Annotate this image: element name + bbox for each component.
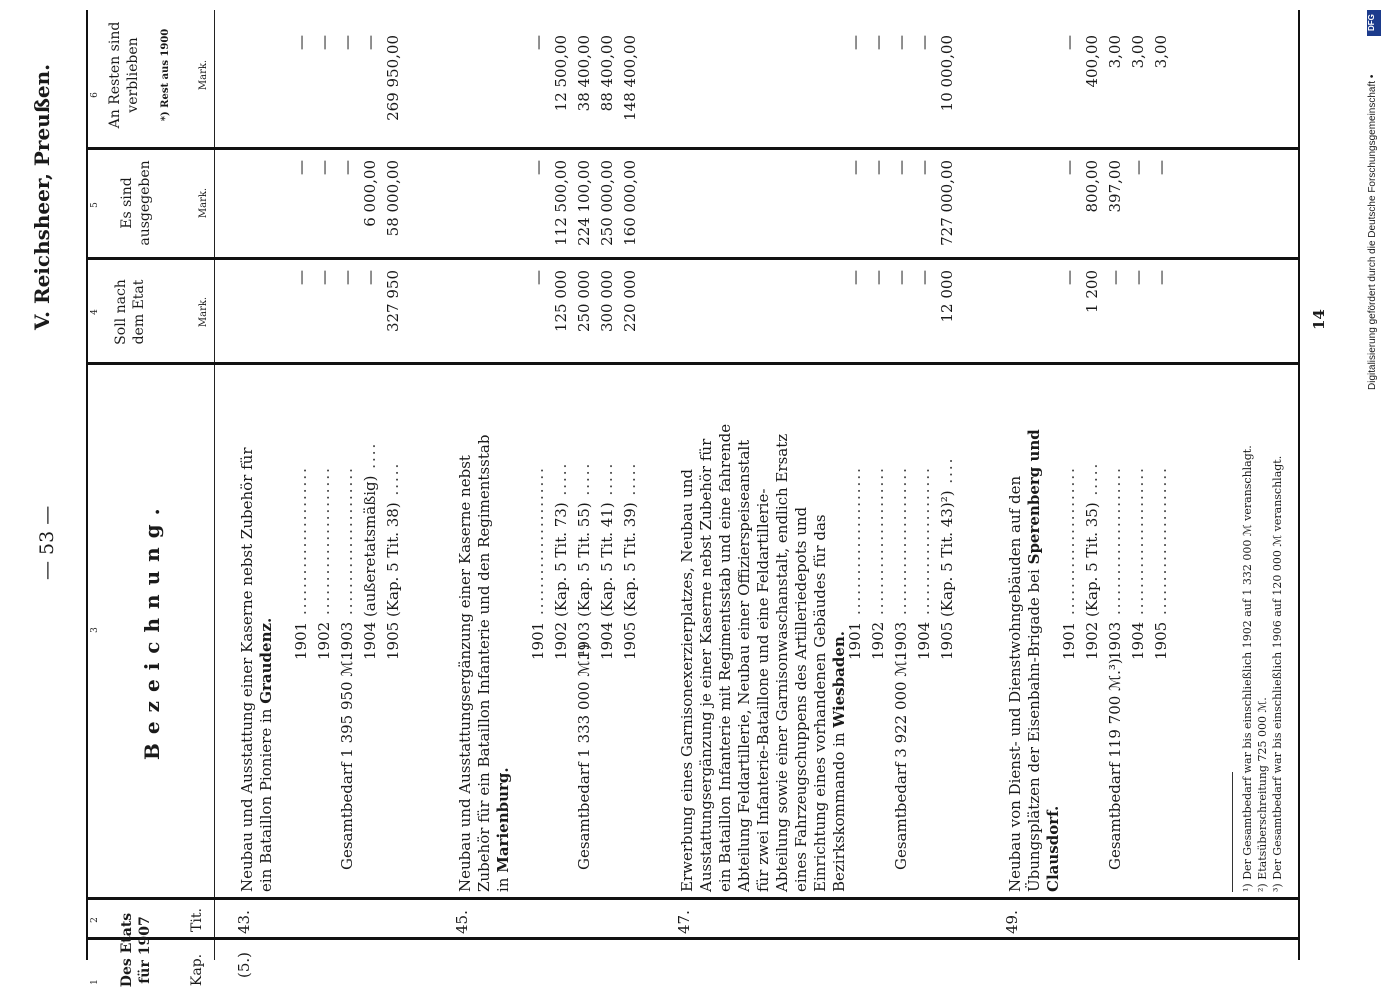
reste-value: 38 400,00 bbox=[575, 35, 593, 112]
year-row bbox=[315, 466, 333, 660]
year-label: 1901 bbox=[292, 621, 310, 660]
tit-number: 47. bbox=[675, 910, 693, 934]
leader-dots: .... bbox=[938, 456, 956, 491]
col-divider-3 bbox=[86, 362, 1300, 365]
year-row bbox=[621, 462, 639, 660]
leader-dots: ..... bbox=[598, 461, 616, 503]
reste-value: 3,00 bbox=[1106, 35, 1124, 69]
kap-value: (5.) bbox=[235, 951, 253, 978]
year-label: 1904 (Kap. 5 Tit. 41) bbox=[598, 502, 616, 660]
col4-header: Soll nach dem Etat bbox=[113, 279, 147, 345]
col6-unit: Mark. bbox=[198, 59, 209, 91]
tit-number: 45. bbox=[453, 910, 471, 934]
year-row bbox=[529, 466, 547, 660]
leader-dots: ...................... bbox=[892, 466, 910, 622]
leader-dots: ...................... bbox=[869, 466, 887, 622]
ausgegeben-value: 727 000,00 bbox=[938, 160, 956, 246]
leader-dots: ..... bbox=[575, 461, 593, 503]
entry-description: Neubau und Ausstattung einer Kaserne nebst Zubehör für ein Bataillon Pioniere in Graudenz. bbox=[238, 447, 275, 892]
soll-value: — bbox=[846, 270, 864, 285]
colnum-4: 4 bbox=[90, 309, 100, 315]
year-row bbox=[575, 462, 593, 660]
page-number: — 53 — bbox=[36, 505, 58, 580]
leader-dots: ...................... bbox=[846, 466, 864, 622]
reste-value: 3,00 bbox=[1129, 35, 1147, 69]
col1-2-header: Des Etats für 1907 bbox=[119, 912, 153, 988]
ausgegeben-value: — bbox=[915, 160, 933, 175]
colnum-5: 5 bbox=[90, 202, 100, 208]
kap-header: Kap. bbox=[189, 953, 205, 987]
soll-value: — bbox=[1129, 270, 1147, 285]
ausgegeben-value: — bbox=[529, 160, 547, 175]
soll-value: — bbox=[529, 270, 547, 285]
ausgegeben-value: 800,00 bbox=[1083, 160, 1101, 213]
leader-dots: ...................... bbox=[1060, 466, 1078, 622]
total-need: Gesamtbedarf 119 700 ℳ.³) bbox=[1106, 658, 1124, 870]
sheet-number: 14 bbox=[1310, 309, 1328, 330]
year-label: 1905 bbox=[1152, 621, 1170, 660]
section-title: V. Reichsheer, Preußen. bbox=[30, 63, 54, 330]
colnum-1: 1 bbox=[90, 979, 100, 985]
ausgegeben-value: 160 000,00 bbox=[621, 160, 639, 246]
soll-value: 220 000 bbox=[621, 270, 639, 333]
reste-value: 400,00 bbox=[1083, 35, 1101, 88]
leader-dots: ...................... bbox=[292, 466, 310, 622]
soll-value: 300 000 bbox=[598, 270, 616, 333]
year-row bbox=[598, 462, 616, 660]
year-label: 1902 bbox=[315, 621, 333, 660]
year-label: 1903 bbox=[338, 621, 356, 660]
total-need: Gesamtbedarf 1 395 950 ℳ. bbox=[338, 655, 356, 870]
ausgegeben-value: — bbox=[1129, 160, 1147, 175]
footnote: ³) Der Gesamtbedarf war bis einschließlich 1906 auf 120 000 ℳ veranschlagt. bbox=[1271, 455, 1284, 892]
leader-dots: ...................... bbox=[1129, 466, 1147, 622]
year-label: 1903 (Kap. 5 Tit. 55) bbox=[575, 502, 593, 660]
reste-value: — bbox=[338, 35, 356, 50]
year-row bbox=[552, 462, 570, 660]
ausgegeben-value: — bbox=[338, 160, 356, 175]
colnum-2: 2 bbox=[90, 917, 100, 923]
leader-dots: ...................... bbox=[915, 466, 933, 622]
ausgegeben-value: — bbox=[846, 160, 864, 175]
ausgegeben-value: — bbox=[869, 160, 887, 175]
soll-value: 250 000 bbox=[575, 270, 593, 333]
reste-value: — bbox=[361, 35, 379, 50]
reste-value: — bbox=[869, 35, 887, 50]
place-name: Sperenberg und Clausdorf. bbox=[1025, 429, 1062, 892]
ausgegeben-value: 58 000,00 bbox=[384, 160, 402, 237]
year-row bbox=[1106, 466, 1124, 660]
year-label: 1902 (Kap. 5 Tit. 73) bbox=[552, 502, 570, 660]
leader-dots: ...................... bbox=[1152, 466, 1170, 622]
ausgegeben-value: — bbox=[315, 160, 333, 175]
leader-dots: ...................... bbox=[338, 466, 356, 622]
dfg-logo: DFG bbox=[1367, 10, 1381, 36]
footnote: ²) Etatsüberschreitung 725 000 ℳ. bbox=[1256, 697, 1269, 892]
year-label: 1901 bbox=[1060, 621, 1078, 660]
ausgegeben-value: — bbox=[1152, 160, 1170, 175]
leader-dots: ...................... bbox=[315, 466, 333, 622]
reste-value: 3,00 bbox=[1152, 35, 1170, 69]
year-row bbox=[1152, 466, 1170, 660]
year-row bbox=[938, 457, 956, 660]
entry-description: Erwerbung eines Garnisonexerzierplatzes, Neubau und Ausstattungsergänzung je einer Kaserne nebst Zubehör für ein Bataillon Infanterie mit Regimentsstab und eine fahrende Abteilung Feldartillerie, Neubau einer Offizierspeiseanstalt für zwei Infanterie-Bataillone und eine Feldartillerie-Abteilung sowie einer Garnisonwaschanstalt, endlich Ersatz eines Fahrzeugschuppens des Artilleriedepots und Einrichtung eines vorhandenen Gebäudes für das Bezirkskommando in Wiesbaden. bbox=[678, 423, 848, 892]
year-label: 1905 (Kap. 5 Tit. 39) bbox=[621, 502, 639, 660]
soll-value: 327 950 bbox=[384, 270, 402, 333]
soll-value: — bbox=[292, 270, 310, 285]
col-divider-4 bbox=[86, 257, 1300, 260]
soll-value: — bbox=[892, 270, 910, 285]
year-row bbox=[361, 442, 379, 660]
reste-value: 148 400,00 bbox=[621, 35, 639, 121]
reste-value: — bbox=[529, 35, 547, 50]
reste-value: — bbox=[315, 35, 333, 50]
ausgegeben-value: 397,00 bbox=[1106, 160, 1124, 213]
leader-dots: ...................... bbox=[529, 466, 547, 622]
year-label: 1901 bbox=[529, 621, 547, 660]
year-label: 1905 (Kap. 5 Tit. 43)²) bbox=[938, 490, 956, 660]
ausgegeben-value: — bbox=[292, 160, 310, 175]
year-row bbox=[1060, 466, 1078, 660]
leader-dots: ...................... bbox=[1106, 466, 1124, 622]
col5-header: Es sind ausgegeben bbox=[119, 160, 153, 246]
place-name: Wiesbaden. bbox=[830, 631, 848, 728]
total-need: Gesamtbedarf 3 922 000 ℳ. bbox=[892, 655, 910, 870]
soll-value: — bbox=[1152, 270, 1170, 285]
year-row bbox=[384, 462, 402, 660]
year-row bbox=[1083, 462, 1101, 660]
leader-dots: ..... bbox=[384, 461, 402, 503]
footnote-rule bbox=[1232, 772, 1233, 892]
year-label: 1903 bbox=[1106, 621, 1124, 660]
year-label: 1903 bbox=[892, 621, 910, 660]
col3-header: Bezeichnung. bbox=[140, 499, 164, 760]
year-label: 1904 bbox=[1129, 621, 1147, 660]
year-label: 1904 (außeretatsmäßig) bbox=[361, 475, 379, 660]
year-row bbox=[846, 466, 864, 660]
year-label: 1904 bbox=[915, 621, 933, 660]
col4-unit: Mark. bbox=[198, 296, 209, 328]
place-name: Graudenz. bbox=[257, 617, 275, 704]
year-row bbox=[292, 466, 310, 660]
ausgegeben-value: 6 000,00 bbox=[361, 160, 379, 227]
tit-number: 43. bbox=[235, 910, 253, 934]
year-row bbox=[1129, 466, 1147, 660]
entry-description: Neubau von Dienst- und Dienstwohngebäuden auf den Übungsplätzen der Eisenbahn-Brigade bei Sperenberg und Clausdorf. bbox=[1006, 429, 1062, 892]
leader-dots: ..... bbox=[621, 461, 639, 503]
leader-dots: ..... bbox=[552, 461, 570, 503]
reste-value: — bbox=[915, 35, 933, 50]
year-row bbox=[338, 466, 356, 660]
reste-value: 88 400,00 bbox=[598, 35, 616, 112]
soll-value: 1 200 bbox=[1083, 270, 1101, 313]
col5-unit: Mark. bbox=[198, 187, 209, 219]
soll-value: 125 000 bbox=[552, 270, 570, 333]
tit-number: 49. bbox=[1003, 910, 1021, 934]
year-label: 1902 bbox=[869, 621, 887, 660]
soll-value: — bbox=[315, 270, 333, 285]
place-name: Marienburg. bbox=[494, 767, 512, 873]
reste-value: — bbox=[892, 35, 910, 50]
reste-value: 10 000,00 bbox=[938, 35, 956, 112]
reste-value: — bbox=[292, 35, 310, 50]
colnum-3: 3 bbox=[90, 627, 100, 633]
ausgegeben-value: 224 100,00 bbox=[575, 160, 593, 246]
year-label: 1901 bbox=[846, 621, 864, 660]
total-need: Gesamtbedarf 1 333 000 ℳ.¹) bbox=[575, 643, 593, 870]
ausgegeben-value: 112 500,00 bbox=[552, 160, 570, 246]
col6-header: An Resten sind verblieben bbox=[107, 21, 141, 129]
col-divider-2 bbox=[86, 897, 1300, 900]
footnote: ¹) Der Gesamtbedarf war bis einschließlich 1902 auf 1 332 000 ℳ veranschlagt. bbox=[1241, 445, 1254, 892]
soll-value: — bbox=[1060, 270, 1078, 285]
ausgegeben-value: 250 000,00 bbox=[598, 160, 616, 246]
ausgegeben-value: — bbox=[892, 160, 910, 175]
soll-value: — bbox=[915, 270, 933, 285]
year-label: 1905 (Kap. 5 Tit. 38) bbox=[384, 502, 402, 660]
soll-value: — bbox=[361, 270, 379, 285]
ausgegeben-value: — bbox=[1060, 160, 1078, 175]
col6-note: *) Rest aus 1900 bbox=[160, 28, 171, 122]
table-top-rule bbox=[86, 10, 88, 960]
header-bottom-rule bbox=[214, 10, 215, 960]
leader-dots: ..... bbox=[1083, 461, 1101, 503]
soll-value: — bbox=[869, 270, 887, 285]
year-row bbox=[915, 466, 933, 660]
year-label: 1902 (Kap. 5 Tit. 35) bbox=[1083, 502, 1101, 660]
tit-header: Tit. bbox=[189, 908, 205, 932]
table-bottom-rule bbox=[1298, 10, 1300, 960]
soll-value: 12 000 bbox=[938, 270, 956, 323]
year-row bbox=[869, 466, 887, 660]
digitization-credit: Digitalisierung gefördert durch die Deutsche Forschungsgemeinschaft • bbox=[1367, 74, 1378, 390]
reste-value: — bbox=[846, 35, 864, 50]
entry-description: Neubau und Ausstattungsergänzung einer Kaserne nebst Zubehör für ein Bataillon Infanterie und den Regimentsstab in Marienburg. bbox=[456, 434, 512, 892]
col-divider-5 bbox=[86, 147, 1300, 150]
col-divider-1 bbox=[86, 937, 1300, 940]
leader-dots: .... bbox=[361, 441, 379, 476]
reste-value: — bbox=[1060, 35, 1078, 50]
year-row bbox=[892, 466, 910, 660]
reste-value: 269 950,00 bbox=[384, 35, 402, 121]
reste-value: 12 500,00 bbox=[552, 35, 570, 112]
colnum-6: 6 bbox=[90, 92, 100, 98]
soll-value: — bbox=[338, 270, 356, 285]
soll-value: — bbox=[1106, 270, 1124, 285]
